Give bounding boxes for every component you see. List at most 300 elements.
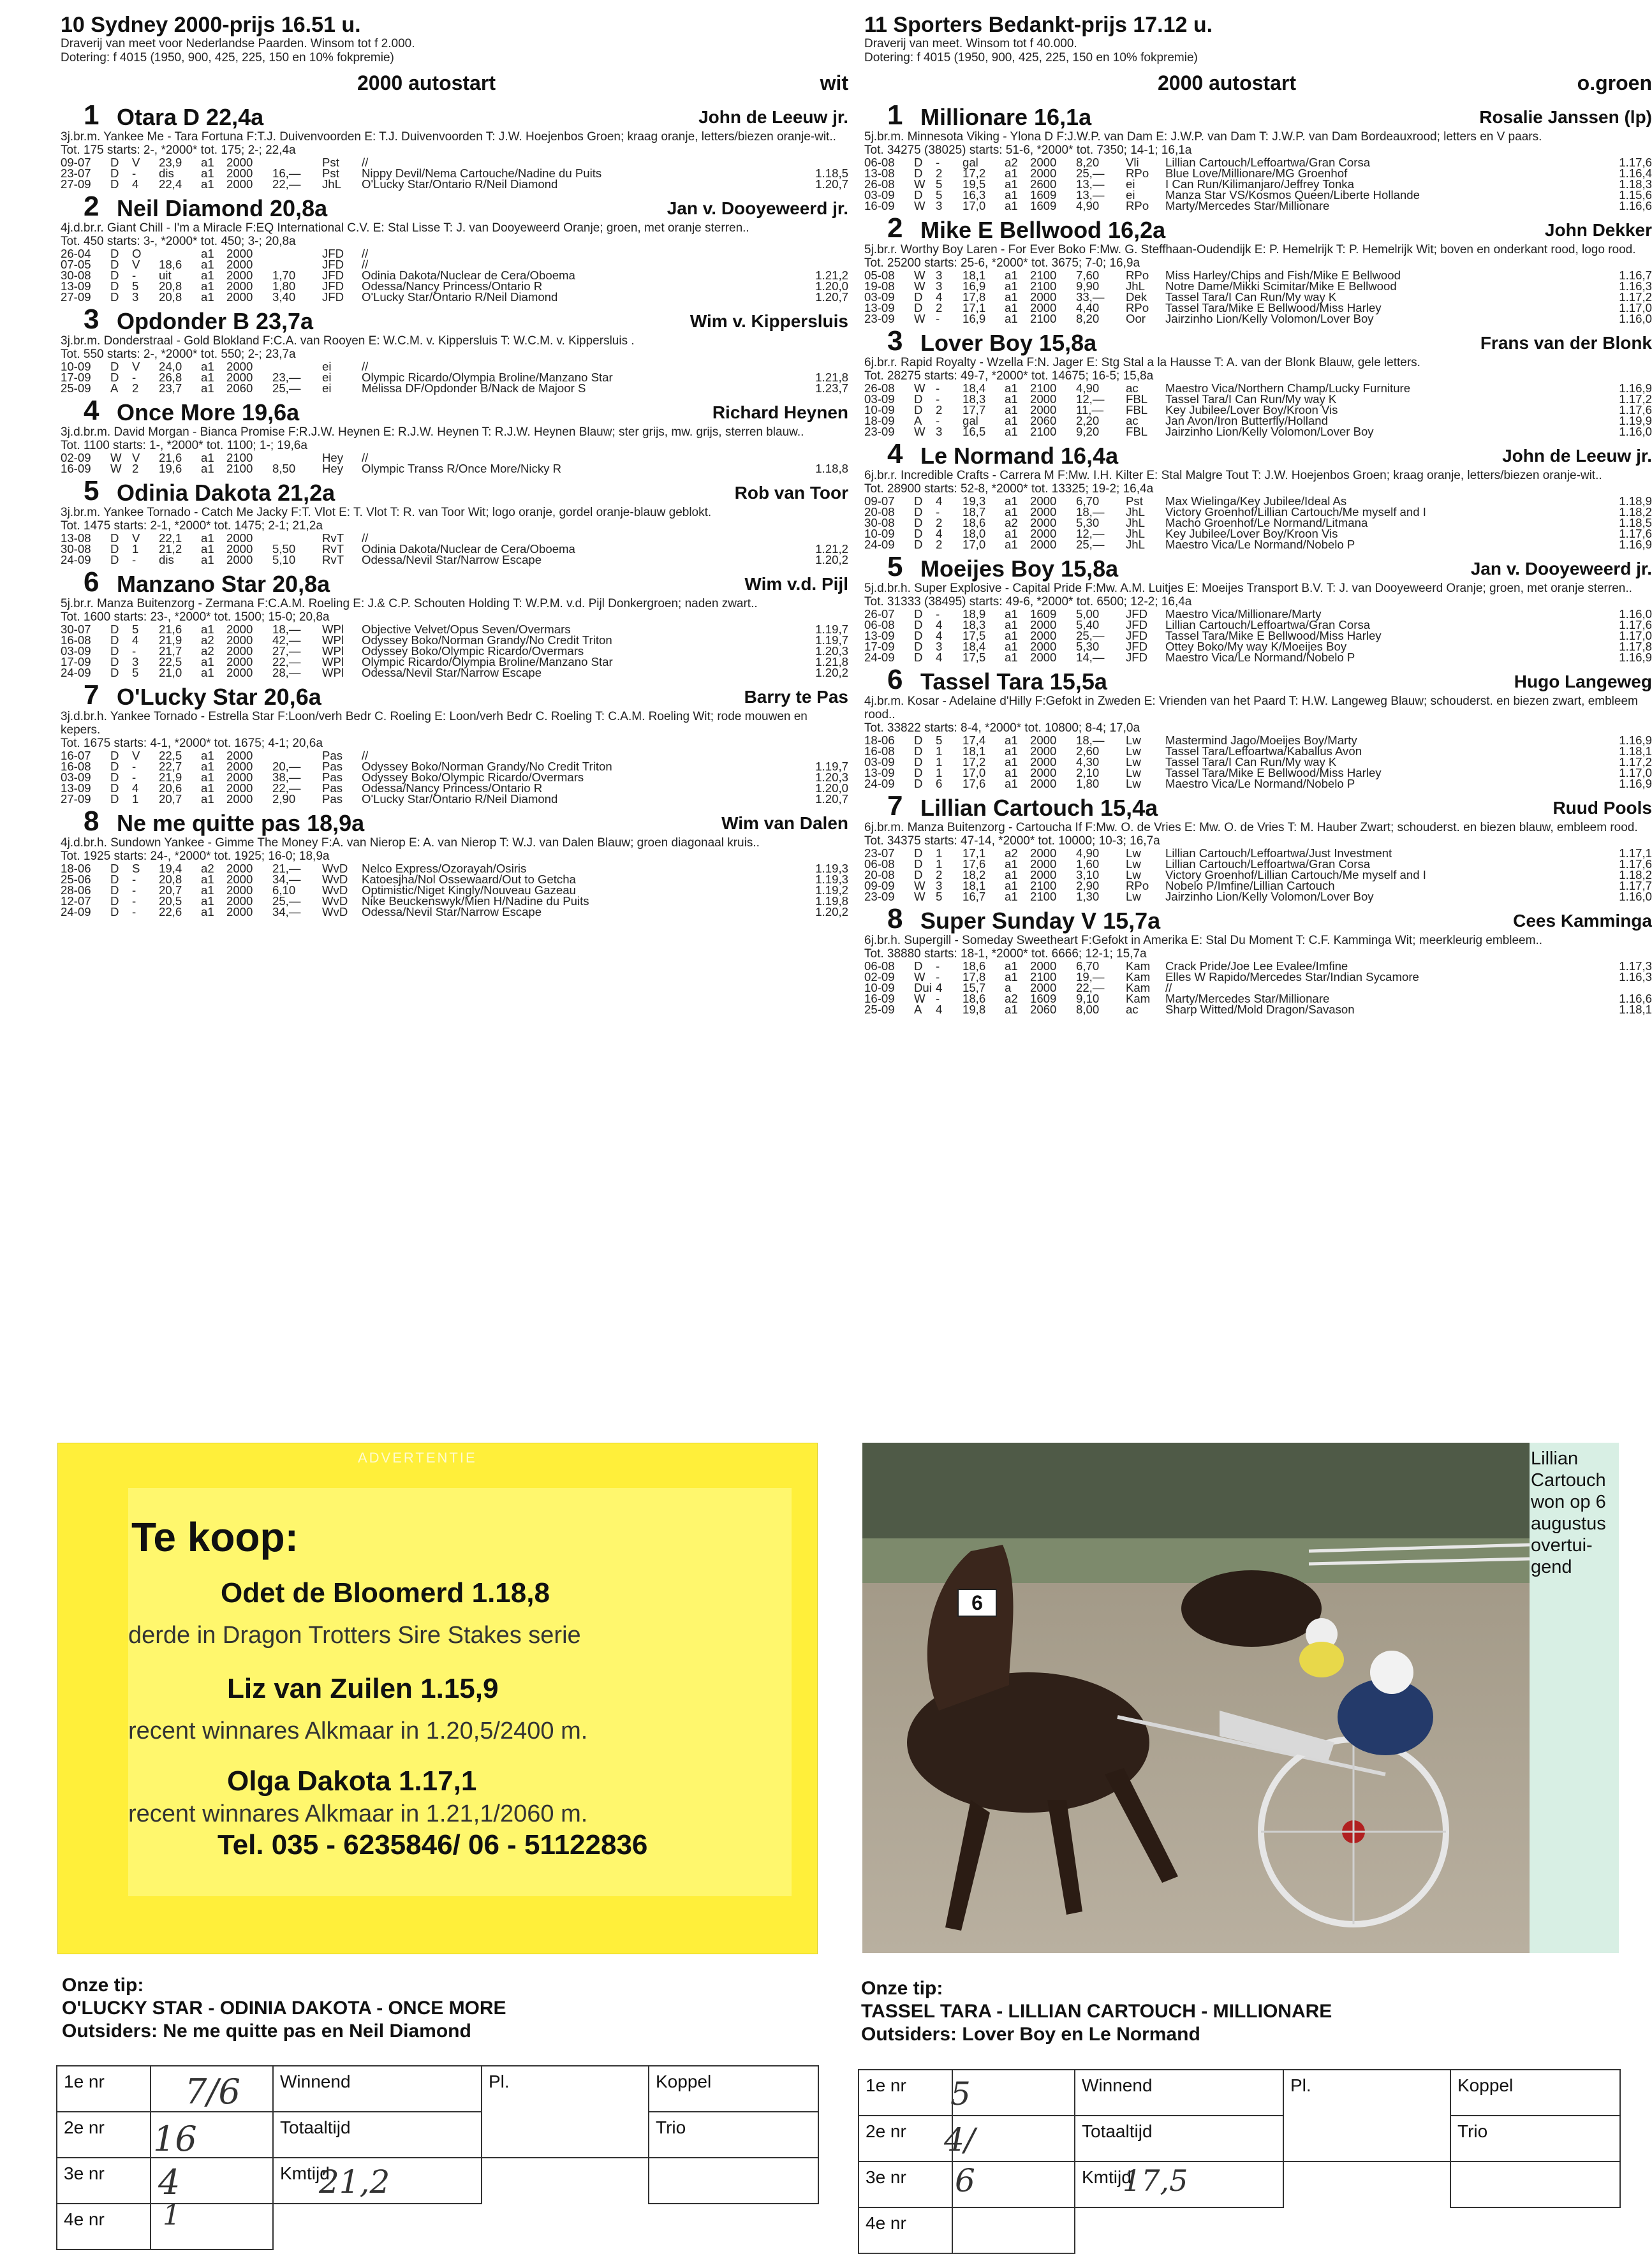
run-cell: I Can Run/Kilimanjaro/Jeffrey Tonka bbox=[1165, 177, 1354, 191]
run-cell: 1 bbox=[936, 755, 943, 769]
run-cell: WvD bbox=[322, 905, 348, 918]
run-cell: 18,4 bbox=[962, 381, 986, 395]
run-cell: 2000 bbox=[226, 666, 253, 679]
driver-name: Barry te Pas bbox=[744, 687, 848, 707]
horse-entry bbox=[61, 474, 848, 565]
run-cell: 23,— bbox=[272, 371, 301, 384]
run-cell: a1 bbox=[1005, 618, 1018, 631]
run-cell: - bbox=[936, 992, 940, 1005]
past-runs-table bbox=[864, 848, 1652, 902]
run-cell: 1.20,2 bbox=[815, 905, 848, 918]
run-cell: 21,2 bbox=[159, 542, 182, 556]
past-runs-table bbox=[864, 157, 1652, 211]
run-cell: Victory Groenhof/Lillian Cartouch/Me myself and I bbox=[1165, 868, 1426, 881]
driver-name: Hugo Langeweg bbox=[1514, 672, 1652, 691]
run-cell: 4,90 bbox=[1076, 846, 1100, 860]
run-cell: Max Wielinga/Key Jubilee/Ideal As bbox=[1165, 494, 1347, 508]
driver-name: John de Leeuw jr. bbox=[698, 107, 848, 127]
run-cell: JhL bbox=[1126, 279, 1145, 293]
run-cell: D bbox=[110, 792, 119, 806]
run-cell: D bbox=[110, 166, 119, 180]
run-cell: 2600 bbox=[1030, 177, 1057, 191]
run-cell: // bbox=[362, 156, 369, 169]
run-cell: RPo bbox=[1126, 879, 1149, 892]
run-cell: 14,— bbox=[1076, 651, 1105, 664]
run-cell: 2000 bbox=[226, 166, 253, 180]
run-cell: a1 bbox=[1005, 269, 1018, 282]
horse-name: Ne me quitte pas 18,9a bbox=[117, 810, 365, 836]
run-cell: Katoesjha/Nol Ossewaard/Out to Getcha bbox=[362, 873, 576, 886]
run-cell: 25,— bbox=[272, 894, 301, 908]
run-cell: Odessa/Nevil Star/Narrow Escape bbox=[362, 905, 542, 918]
handwritten-number: 4/ bbox=[944, 2121, 975, 2158]
run-cell: Nippy Devil/Nema Cartouche/Nadine du Puits bbox=[362, 166, 602, 180]
run-cell: D bbox=[914, 846, 923, 860]
run-cell: 15,7 bbox=[962, 981, 986, 994]
run-cell: Nobelo P/Imfine/Lillian Cartouch bbox=[1165, 879, 1335, 892]
run-cell: a1 bbox=[1005, 188, 1018, 202]
run-cell: D bbox=[110, 269, 119, 282]
run-cell: 18,9 bbox=[962, 607, 986, 621]
form-entry[interactable] bbox=[649, 2158, 818, 2204]
run-cell: 22,6 bbox=[159, 905, 182, 918]
run-cell: 22,5 bbox=[159, 655, 182, 668]
past-runs-table bbox=[864, 961, 1652, 1015]
form-entry[interactable] bbox=[952, 2207, 1075, 2253]
run-cell: 18,6 bbox=[962, 959, 986, 973]
run-cell: dis bbox=[159, 553, 174, 566]
run-cell: 1.19,3 bbox=[815, 862, 848, 875]
run-cell: Lw bbox=[1126, 755, 1141, 769]
past-run-row bbox=[864, 891, 1652, 902]
run-cell: // bbox=[362, 531, 369, 545]
horse-pedigree: 3j.br.m. Yankee Me - Tara Fortuna F:T.J. Duivenvoorden E: T.J. Duivenvoorden T: J.W. Hoejenbos Groen; kraag oranje, letters/biezen oranje-wit.. bbox=[61, 130, 836, 144]
run-cell: ac bbox=[1126, 1003, 1139, 1016]
run-cell: ei bbox=[1126, 177, 1135, 191]
run-cell: 03-09 bbox=[864, 188, 895, 202]
run-cell: 25,— bbox=[272, 381, 301, 395]
horse-name: Odinia Dakota 21,2a bbox=[117, 480, 336, 506]
horse-pedigree: 3j.br.m. Yankee Tornado - Catch Me Jacky F:T. Vlot E: T. Vlot T: R. van Toor Wit; logo oranje, gordel oranje-blauw geblokt. bbox=[61, 506, 712, 519]
run-cell: 4 bbox=[132, 177, 139, 191]
run-cell: 1.18,5 bbox=[1619, 516, 1652, 529]
run-cell: 4,30 bbox=[1076, 755, 1100, 769]
run-cell: a1 bbox=[201, 905, 214, 918]
run-cell: D bbox=[110, 279, 119, 293]
run-cell: a1 bbox=[1005, 177, 1018, 191]
run-cell: 6 bbox=[936, 777, 943, 790]
run-cell bbox=[272, 248, 322, 259]
run-cell: // bbox=[362, 360, 369, 373]
run-cell: Blue Love/Millionare/MG Groenhof bbox=[1165, 166, 1348, 180]
horse-name: Super Sunday V 15,7a bbox=[920, 908, 1161, 934]
run-cell: 2000 bbox=[226, 644, 253, 658]
run-cell: D bbox=[110, 177, 119, 191]
run-cell: 1.21,2 bbox=[815, 542, 848, 556]
run-cell: a2 bbox=[1005, 156, 1018, 169]
horse-entry bbox=[61, 678, 848, 804]
run-cell: 42,— bbox=[272, 633, 301, 647]
run-cell: ei bbox=[1126, 188, 1135, 202]
run-cell: WvD bbox=[322, 873, 348, 886]
tip-block-left bbox=[62, 1974, 815, 2043]
horse-pedigree: 6j.br.h. Supergill - Someday Sweetheart F:Gefokt in Amerika E: Stal Du Moment T: C.F. Kamminga Wit; meerkleurig embleem.. bbox=[864, 934, 1543, 947]
run-cell: 2,90 bbox=[1076, 879, 1100, 892]
run-cell: 24-09 bbox=[864, 538, 895, 551]
run-cell: Odessa/Nancy Princess/Ontario R bbox=[362, 279, 543, 293]
run-cell: 20-08 bbox=[864, 505, 895, 519]
run-cell: W bbox=[914, 890, 926, 903]
run-cell: Lillian Cartouch/Leffoartwa/Gran Corsa bbox=[1165, 857, 1371, 871]
run-cell: 26-08 bbox=[864, 381, 895, 395]
run-cell: 1.16,0 bbox=[1619, 607, 1652, 621]
run-cell: 2100 bbox=[1030, 279, 1057, 293]
run-cell: JFD bbox=[322, 290, 344, 304]
form-label: Totaaltijd bbox=[1075, 2116, 1283, 2162]
run-cell: 13-09 bbox=[61, 279, 91, 293]
run-cell: RvT bbox=[322, 553, 344, 566]
form-label: Koppel bbox=[649, 2066, 818, 2112]
run-cell: 2000 bbox=[226, 553, 253, 566]
horse-name: Lover Boy 15,8a bbox=[920, 330, 1097, 356]
run-cell: 2000 bbox=[1030, 538, 1057, 551]
horse-number: 2 bbox=[84, 191, 100, 222]
start-type: 2000 autostart bbox=[1158, 71, 1296, 94]
driver-name: Frans van der Blonk bbox=[1480, 333, 1652, 353]
run-cell: 3,10 bbox=[1076, 868, 1100, 881]
run-cell: A bbox=[914, 414, 922, 427]
run-cell: D bbox=[110, 883, 119, 897]
past-runs-table bbox=[61, 452, 848, 474]
run-cell: 2060 bbox=[1030, 1003, 1057, 1016]
run-cell: 2000 bbox=[1030, 857, 1057, 871]
run-cell: 1.17,2 bbox=[1619, 290, 1652, 304]
run-cell: JhL bbox=[1126, 527, 1145, 540]
run-cell: JhL bbox=[322, 177, 341, 191]
run-cell: 23-09 bbox=[864, 890, 895, 903]
run-cell: 1.16,9 bbox=[1619, 381, 1652, 395]
run-cell: 17,7 bbox=[962, 403, 986, 416]
run-cell: - bbox=[132, 883, 136, 897]
handwritten-number: 4 bbox=[158, 2162, 181, 2202]
run-cell: 3 bbox=[936, 879, 943, 892]
run-cell: 09-09 bbox=[864, 879, 895, 892]
run-cell: D bbox=[914, 651, 923, 664]
run-cell: 1.19,8 bbox=[815, 894, 848, 908]
run-cell: gal bbox=[962, 156, 978, 169]
run-cell: WPl bbox=[322, 644, 344, 658]
run-cell: 1.18,9 bbox=[1619, 494, 1652, 508]
run-cell: Kam bbox=[1126, 981, 1151, 994]
run-cell: a1 bbox=[1005, 766, 1018, 779]
run-cell: 20,5 bbox=[159, 894, 182, 908]
run-cell: D bbox=[110, 781, 119, 795]
horse-number: 4 bbox=[84, 395, 100, 426]
run-cell: - bbox=[132, 760, 136, 773]
run-cell: 4 bbox=[936, 527, 943, 540]
run-cell: 17,8 bbox=[962, 970, 986, 983]
race-title: 10 Sydney 2000-prijs 16.51 u. bbox=[61, 13, 361, 37]
run-cell: 26-07 bbox=[864, 607, 895, 621]
run-cell: 07-05 bbox=[61, 258, 91, 271]
horse-number: 2 bbox=[887, 212, 903, 244]
run-cell: 21,7 bbox=[159, 644, 182, 658]
run-cell: V bbox=[132, 531, 140, 545]
run-cell: D bbox=[110, 542, 119, 556]
run-cell: 3 bbox=[936, 425, 943, 438]
past-runs-table bbox=[61, 157, 848, 189]
form-blank bbox=[1283, 2162, 1450, 2207]
run-cell: 1609 bbox=[1030, 607, 1057, 621]
horse-pedigree: 4j.br.m. Kosar - Adelaine d'Hilly F:Gefokt in Zweden E: Vrienden van het Paard T: H.W. Langeweg Blauw; schouderst. en biezen zwart, embleem rood.. bbox=[864, 695, 1638, 721]
run-cell: a1 bbox=[1005, 629, 1018, 642]
horse-header bbox=[61, 98, 848, 130]
run-cell: 2000 bbox=[226, 894, 253, 908]
run-cell: 2000 bbox=[1030, 777, 1057, 790]
run-cell: a1 bbox=[1005, 199, 1018, 212]
run-cell: 1.17,0 bbox=[1619, 301, 1652, 314]
form-label: Trio bbox=[649, 2112, 818, 2158]
tip-outsiders: Outsiders: Ne me quitte pas en Neil Diamond bbox=[62, 2021, 471, 2042]
horse-pedigree: 3j.d.br.m. David Morgan - Bianca Promise F:R.J.W. Heynen E: R.J.W. Heynen T: R.J.W. Heynen Blauw; ster grijs, mw. grijs, sterren blauw.. bbox=[61, 425, 804, 439]
run-cell: 2060 bbox=[1030, 414, 1057, 427]
run-cell: a1 bbox=[1005, 312, 1018, 325]
run-cell: 5,50 bbox=[272, 542, 296, 556]
run-cell: 16-09 bbox=[864, 199, 895, 212]
run-cell: a1 bbox=[201, 542, 214, 556]
run-cell: 18,1 bbox=[962, 744, 986, 758]
run-cell: 2 bbox=[936, 538, 943, 551]
run-cell: Lw bbox=[1126, 890, 1141, 903]
run-cell: 2100 bbox=[1030, 425, 1057, 438]
run-cell: 21,— bbox=[272, 862, 301, 875]
run-cell: a1 bbox=[201, 792, 214, 806]
past-runs-table bbox=[864, 608, 1652, 663]
run-cell: WPl bbox=[322, 633, 344, 647]
horse-entry bbox=[864, 789, 1652, 902]
run-cell: D bbox=[914, 505, 923, 519]
run-cell: 2,60 bbox=[1076, 744, 1100, 758]
run-cell: V bbox=[132, 156, 140, 169]
horse-entry bbox=[864, 324, 1652, 437]
run-cell: 2000 bbox=[226, 781, 253, 795]
run-cell: a1 bbox=[1005, 777, 1018, 790]
ad-item-sub: recent winnares Alkmaar in 1.21,1/2060 m. bbox=[128, 1801, 588, 1827]
run-cell: 1.16,9 bbox=[1619, 538, 1652, 551]
run-cell: 2000 bbox=[226, 749, 253, 762]
horse-record: Tot. 28275 starts: 49-7, *2000* tot. 14675; 16-5; 15,8a bbox=[864, 369, 1154, 383]
run-cell: 13-08 bbox=[61, 531, 91, 545]
run-cell: Sharp Witted/Mold Dragon/Savason bbox=[1165, 1003, 1355, 1016]
run-cell: 2 bbox=[936, 403, 943, 416]
run-cell: 1.17,0 bbox=[1619, 766, 1652, 779]
run-cell: 5,40 bbox=[1076, 618, 1100, 631]
run-cell: 2000 bbox=[1030, 755, 1057, 769]
run-cell: Olympic Ricardo/Olympia Broline/Manzano Star bbox=[362, 655, 613, 668]
run-cell: Vli bbox=[1126, 156, 1139, 169]
run-cell: a1 bbox=[201, 622, 214, 636]
run-cell: Olympic Transs R/Once More/Nicky R bbox=[362, 462, 562, 475]
horse-header bbox=[864, 324, 1652, 356]
run-cell: a1 bbox=[1005, 505, 1018, 519]
run-cell: 10-09 bbox=[864, 981, 895, 994]
run-cell: S bbox=[132, 862, 140, 875]
run-cell: JFD bbox=[322, 258, 344, 271]
run-cell: 22,7 bbox=[159, 760, 182, 773]
run-cell: 5 bbox=[936, 188, 943, 202]
run-cell: 17,1 bbox=[962, 301, 986, 314]
start-type: 2000 autostart bbox=[357, 71, 496, 94]
run-cell: 4,90 bbox=[1076, 199, 1100, 212]
run-cell: 17,0 bbox=[962, 538, 986, 551]
run-cell: gal bbox=[962, 414, 978, 427]
run-cell: - bbox=[936, 414, 940, 427]
run-cell: D bbox=[914, 188, 923, 202]
run-cell: Odinia Dakota/Nuclear de Cera/Oboema bbox=[362, 542, 575, 556]
run-cell: 28,— bbox=[272, 666, 301, 679]
run-cell: 3 bbox=[936, 640, 943, 653]
run-cell: Nelco Express/Ozorayah/Osiris bbox=[362, 862, 527, 875]
run-cell: D bbox=[110, 247, 119, 260]
run-cell: 4 bbox=[936, 494, 943, 508]
run-cell: W bbox=[110, 462, 122, 475]
horse-pedigree: 5j.d.br.h. Super Explosive - Capital Pride F:Mw. A.M. Luitjes E: Moeijes Transport B.V. T: J. van Dooyeweerd Oranje; groen, met oranje sterren.. bbox=[864, 582, 1632, 595]
run-cell: 20,8 bbox=[159, 290, 182, 304]
run-cell: 2000 bbox=[1030, 868, 1057, 881]
run-cell: 05-08 bbox=[864, 269, 895, 282]
run-cell: - bbox=[132, 644, 136, 658]
run-cell: 5,30 bbox=[1076, 516, 1100, 529]
run-cell: 1.20,0 bbox=[815, 279, 848, 293]
run-cell: A bbox=[110, 381, 119, 395]
run-cell: - bbox=[132, 905, 136, 918]
run-cell: 2100 bbox=[1030, 970, 1057, 983]
run-cell: 18,0 bbox=[962, 527, 986, 540]
run-cell: a1 bbox=[201, 360, 214, 373]
horse-header bbox=[864, 211, 1652, 243]
horse-number: 8 bbox=[84, 806, 100, 837]
run-cell: 16,9 bbox=[962, 279, 986, 293]
form-label: Pl. bbox=[1283, 2070, 1450, 2162]
run-cell: JFD bbox=[322, 269, 344, 282]
driver-name: Wim v.d. Pijl bbox=[744, 574, 848, 594]
run-cell: 22,— bbox=[272, 655, 301, 668]
run-cell: a1 bbox=[201, 781, 214, 795]
run-cell: D bbox=[110, 371, 119, 384]
race-color: o.groen bbox=[1577, 71, 1652, 94]
horse-entry bbox=[864, 98, 1652, 211]
run-cell: V bbox=[132, 360, 140, 373]
form-entry[interactable] bbox=[1450, 2162, 1620, 2207]
form-blank bbox=[1283, 2207, 1450, 2253]
run-cell: 18,1 bbox=[962, 879, 986, 892]
run-cell: a1 bbox=[1005, 868, 1018, 881]
run-cell: Odyssey Boko/Norman Grandy/No Credit Triton bbox=[362, 760, 612, 773]
run-cell: 25,— bbox=[1076, 538, 1105, 551]
tip-label: Onze tip: bbox=[861, 1978, 943, 1999]
form-label: Kmtijd bbox=[1075, 2162, 1283, 2207]
run-cell: 1,30 bbox=[1076, 890, 1100, 903]
run-cell: Odessa/Nancy Princess/Ontario R bbox=[362, 781, 543, 795]
run-cell: 11,— bbox=[1076, 403, 1104, 416]
run-cell: 13,— bbox=[1076, 188, 1105, 202]
horse-name: O'Lucky Star 20,6a bbox=[117, 684, 321, 710]
run-cell: 19,4 bbox=[159, 862, 182, 875]
handwritten-time: 21,2 bbox=[319, 2163, 390, 2200]
past-runs-table bbox=[61, 533, 848, 565]
run-cell: 33,— bbox=[1076, 290, 1105, 304]
run-cell: 2000 bbox=[226, 269, 253, 282]
horse-name: Le Normand 16,4a bbox=[920, 443, 1119, 469]
run-cell: D bbox=[110, 905, 119, 918]
run-cell: ac bbox=[1126, 381, 1139, 395]
run-cell: 21,9 bbox=[159, 770, 182, 784]
ad-item-name: Liz van Zuilen 1.15,9 bbox=[227, 1673, 499, 1704]
horse-number: 3 bbox=[887, 325, 903, 357]
run-cell: 1.16,6 bbox=[1619, 992, 1652, 1005]
run-cell: 18,— bbox=[272, 622, 301, 636]
run-cell: Jan Avon/Iron Butterfly/Holland bbox=[1165, 414, 1328, 427]
run-cell: W bbox=[914, 177, 926, 191]
past-run-row bbox=[61, 463, 848, 474]
run-cell: - bbox=[936, 959, 940, 973]
run-cell: Pas bbox=[322, 781, 343, 795]
run-cell: 16,3 bbox=[962, 188, 986, 202]
run-cell: 13,— bbox=[1076, 177, 1105, 191]
run-cell: Hey bbox=[322, 462, 344, 475]
form-label: 2e nr bbox=[859, 2116, 952, 2162]
past-runs-table bbox=[61, 863, 848, 917]
run-cell: 17-09 bbox=[864, 640, 895, 653]
run-cell: - bbox=[132, 894, 136, 908]
run-cell: a1 bbox=[1005, 414, 1018, 427]
run-cell: 24,0 bbox=[159, 360, 182, 373]
run-cell: 23-07 bbox=[864, 846, 895, 860]
run-cell: 16,5 bbox=[962, 425, 986, 438]
run-cell: 1.19,3 bbox=[815, 873, 848, 886]
run-cell: 6,70 bbox=[1076, 494, 1100, 508]
run-cell: Maestro Vica/Millionare/Marty bbox=[1165, 607, 1322, 621]
run-cell: D bbox=[914, 516, 923, 529]
run-cell: a1 bbox=[201, 177, 214, 191]
form-label: Winnend bbox=[1075, 2070, 1283, 2116]
run-cell: D bbox=[110, 633, 119, 647]
horse-pedigree: 4j.d.br.r. Giant Chill - I'm a Miracle F:EQ International C.V. E: Stal Lisse T: J. van Dooyeweerd Oranje; groen, met oranje sterren.. bbox=[61, 221, 749, 235]
run-cell: D bbox=[914, 618, 923, 631]
run-cell: 17,8 bbox=[962, 290, 986, 304]
run-cell: 17-09 bbox=[61, 655, 91, 668]
run-cell: D bbox=[914, 733, 923, 747]
run-cell: D bbox=[110, 644, 119, 658]
photo-caption: Lillian Cartouch won op 6 augustus overtui-gend bbox=[1531, 1448, 1606, 1577]
run-cell: a2 bbox=[201, 633, 214, 647]
run-cell: Tassel Tara/Mike E Bellwood/Miss Harley bbox=[1165, 301, 1382, 314]
run-cell: a1 bbox=[201, 894, 214, 908]
run-cell: 1.20,3 bbox=[815, 770, 848, 784]
run-cell: 1.19,9 bbox=[1619, 414, 1652, 427]
run-cell: 2000 bbox=[226, 760, 253, 773]
run-cell: 1609 bbox=[1030, 188, 1057, 202]
form-blank bbox=[1075, 2207, 1283, 2253]
run-cell: 2000 bbox=[226, 279, 253, 293]
run-cell: 18,1 bbox=[962, 269, 986, 282]
run-cell: D bbox=[110, 360, 119, 373]
run-cell: D bbox=[110, 862, 119, 875]
run-cell: Lw bbox=[1126, 868, 1141, 881]
run-cell: 2000 bbox=[1030, 629, 1057, 642]
horse-name: Neil Diamond 20,8a bbox=[117, 195, 328, 221]
run-cell: 3,40 bbox=[272, 290, 296, 304]
